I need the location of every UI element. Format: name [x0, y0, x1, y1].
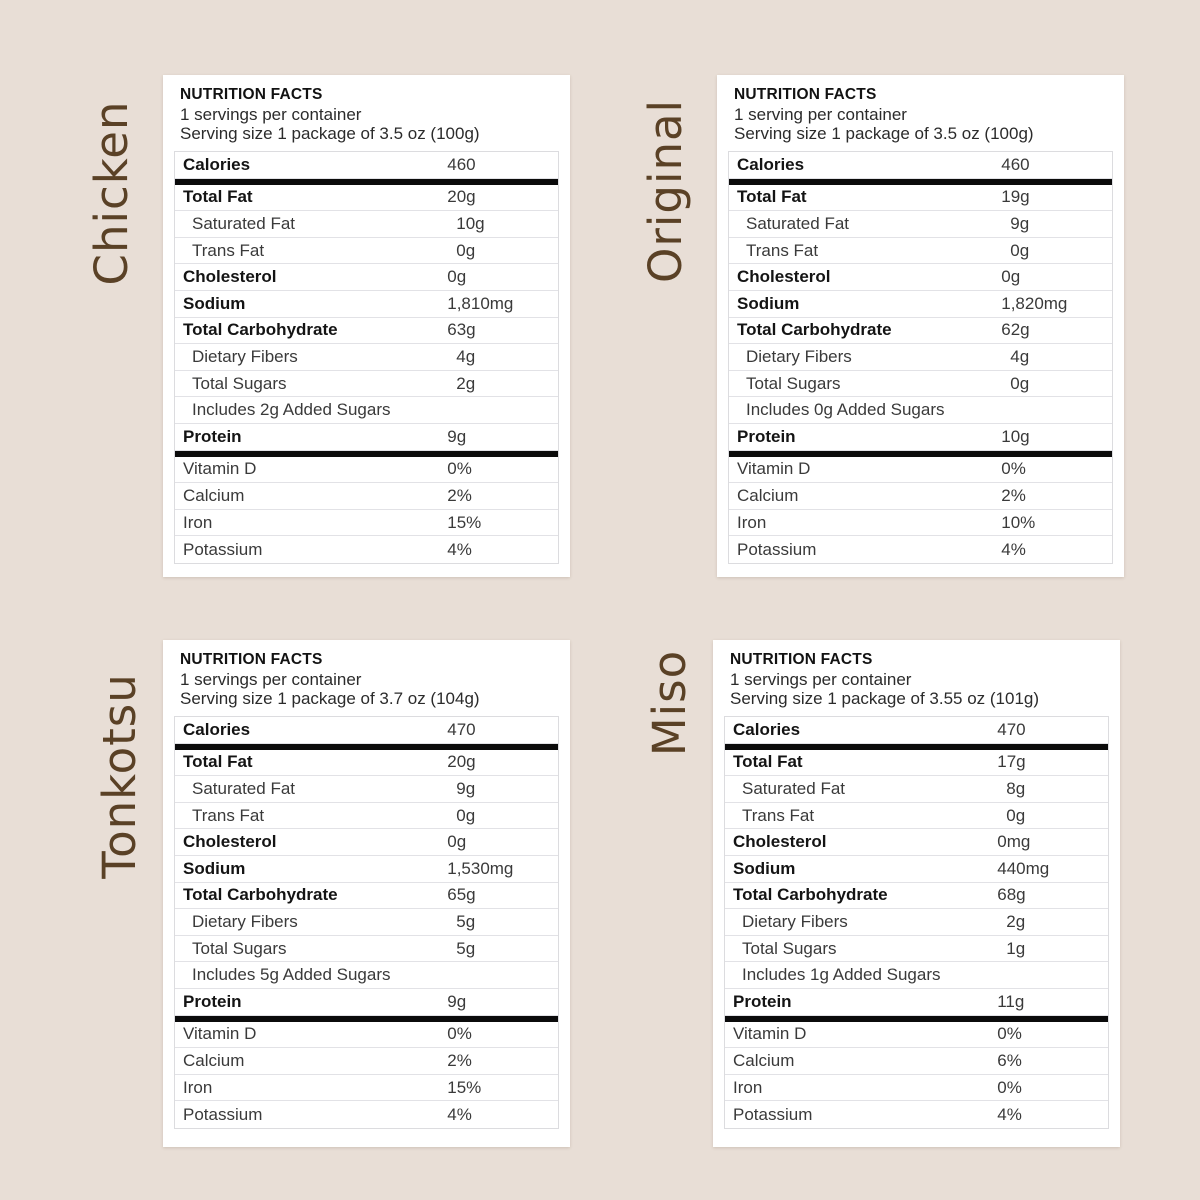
- nutrient-row-label: Total Carbohydrate: [733, 885, 888, 905]
- servings-per-container: 1 servings per container: [730, 670, 912, 689]
- nutrient-row-label: Includes 1g Added Sugars: [742, 965, 941, 985]
- nutrient-row-value: 10g: [1001, 426, 1030, 446]
- daily-value-row: [175, 1022, 558, 1049]
- calories-row-label: Calories: [183, 154, 251, 174]
- nutrient-row-label: Sodium: [733, 858, 796, 878]
- daily-value-row-value: 2%: [447, 1050, 472, 1070]
- nutrient-row-value: 68g: [997, 885, 1026, 905]
- card-header: [174, 651, 559, 708]
- flavor-label-original: Original: [639, 98, 692, 284]
- nutrient-row-value: 0g: [1001, 267, 1021, 287]
- nutrient-row: [725, 856, 1108, 883]
- nutrient-row-value: 1,530mg: [447, 858, 514, 878]
- nutrient-row-value: 2g: [1006, 912, 1026, 932]
- daily-value-row-value: 0%: [447, 1024, 472, 1044]
- nutrient-row: [729, 264, 1112, 291]
- nutrient-row-value: 1,810mg: [447, 293, 514, 313]
- serving-size: Serving size 1 package of 3.55 oz (101g): [730, 689, 1040, 709]
- daily-value-row: [175, 1101, 558, 1128]
- nutrition-facts-title: NUTRITION FACTS: [180, 86, 323, 103]
- daily-value-row: [175, 457, 558, 484]
- nutrient-row-value: 4g: [456, 347, 476, 367]
- servings-per-container: 1 serving per container: [734, 105, 907, 124]
- daily-value-row-label: Iron: [737, 512, 767, 532]
- nutrient-row-value: 20g: [447, 752, 476, 772]
- calories-row: [729, 152, 1112, 179]
- nutrient-row-label: Dietary Fibers: [742, 912, 848, 932]
- nutrient-row-value: 1,820mg: [1001, 293, 1068, 313]
- nutrient-row-label: Trans Fat: [192, 805, 265, 825]
- nutrient-row: [175, 185, 558, 212]
- calories-row: [725, 717, 1108, 744]
- nutrient-row-value: 8g: [1006, 779, 1026, 799]
- nutrient-row-label: Trans Fat: [742, 805, 815, 825]
- daily-value-row-label: Vitamin D: [733, 1024, 807, 1044]
- nutrient-row: [729, 185, 1112, 212]
- flavor-label-chicken: Chicken: [85, 100, 138, 286]
- nutrient-row-value: 62g: [1001, 320, 1030, 340]
- nutrition-table: [728, 151, 1113, 564]
- nutrient-row-label: Protein: [733, 991, 792, 1011]
- serving-size: Serving size 1 package of 3.5 oz (100g): [180, 124, 480, 144]
- nutrient-row-value: 17g: [997, 752, 1026, 772]
- nutrient-row-value: 0mg: [997, 832, 1031, 852]
- nutrition-card-miso: [713, 640, 1120, 1147]
- serving-size: Serving size 1 package of 3.5 oz (100g): [734, 124, 1034, 144]
- nutrient-row-label: Includes 2g Added Sugars: [192, 400, 391, 420]
- nutrient-row-label: Includes 5g Added Sugars: [192, 965, 391, 985]
- daily-value-row: [725, 1048, 1108, 1075]
- daily-value-row-label: Vitamin D: [183, 1024, 257, 1044]
- nutrient-row-label: Total Carbohydrate: [183, 320, 338, 340]
- nutrition-card-tonkotsu: [163, 640, 570, 1147]
- nutrient-row: [175, 264, 558, 291]
- nutrient-row-value: 9g: [1010, 214, 1030, 234]
- daily-value-row-label: Calcium: [183, 485, 245, 505]
- card-header: [174, 86, 559, 143]
- nutrient-row-value: 0g: [456, 240, 476, 260]
- nutrient-row: [729, 238, 1112, 265]
- nutrient-row-value: 440mg: [997, 858, 1050, 878]
- nutrition-table: [724, 716, 1109, 1129]
- nutrition-table: [174, 716, 559, 1129]
- nutrient-row-value: 0g: [456, 805, 476, 825]
- nutrient-row-label: Protein: [737, 426, 796, 446]
- calories-row-label: Calories: [733, 719, 801, 739]
- nutrition-facts-title: NUTRITION FACTS: [730, 651, 873, 668]
- nutrient-row-label: Saturated Fat: [746, 214, 850, 234]
- nutrient-row-value: 19g: [1001, 187, 1030, 207]
- nutrient-row: [729, 211, 1112, 238]
- daily-value-row: [729, 457, 1112, 484]
- nutrient-row: [729, 397, 1112, 424]
- daily-value-row-value: 10%: [1001, 512, 1036, 532]
- nutrient-row-value: 5g: [456, 938, 476, 958]
- nutrient-row: [175, 424, 558, 451]
- nutrient-row-value: 0g: [447, 832, 467, 852]
- daily-value-row-value: 0%: [1001, 459, 1026, 479]
- nutrient-row-label: Protein: [183, 991, 242, 1011]
- nutrient-row-label: Total Fat: [183, 752, 253, 772]
- nutrient-row: [725, 936, 1108, 963]
- nutrient-row-label: Saturated Fat: [192, 779, 296, 799]
- daily-value-row-value: 4%: [447, 1104, 472, 1124]
- nutrient-row-label: Cholesterol: [183, 267, 277, 287]
- nutrient-row-label: Dietary Fibers: [746, 347, 852, 367]
- daily-value-row: [175, 1075, 558, 1102]
- calories-row-value: 460: [1001, 154, 1030, 174]
- nutrition-card-chicken: [163, 75, 570, 577]
- nutrient-row-value: 11g: [997, 991, 1025, 1011]
- nutrient-row-label: Dietary Fibers: [192, 912, 298, 932]
- daily-value-row: [725, 1022, 1108, 1049]
- daily-value-row-value: 0%: [447, 459, 472, 479]
- nutrient-row-value: 0g: [447, 267, 467, 287]
- daily-value-row: [175, 510, 558, 537]
- calories-row-value: 460: [447, 154, 476, 174]
- nutrient-row: [175, 776, 558, 803]
- calories-row-label: Calories: [737, 154, 805, 174]
- nutrient-row-value: 10g: [456, 214, 485, 234]
- daily-value-row-value: 2%: [1001, 485, 1026, 505]
- daily-value-row: [725, 1101, 1108, 1128]
- card-header: [728, 86, 1113, 143]
- flavor-label-tonkotsu: Tonkotsu: [93, 673, 146, 879]
- nutrient-row: [175, 803, 558, 830]
- nutrient-row: [175, 344, 558, 371]
- nutrient-row: [175, 397, 558, 424]
- nutrient-row-label: Total Fat: [183, 187, 253, 207]
- daily-value-row-label: Potassium: [737, 539, 817, 559]
- nutrient-row: [175, 936, 558, 963]
- nutrient-row: [175, 291, 558, 318]
- nutrient-row-label: Cholesterol: [183, 832, 277, 852]
- nutrient-row-label: Total Sugars: [742, 938, 837, 958]
- nutrient-row: [729, 291, 1112, 318]
- nutrient-row: [725, 750, 1108, 777]
- daily-value-row-value: 15%: [447, 512, 482, 532]
- calories-row: [175, 152, 558, 179]
- daily-value-row-label: Calcium: [733, 1050, 795, 1070]
- calories-row: [175, 717, 558, 744]
- nutrition-card-original: [717, 75, 1124, 577]
- daily-value-row: [725, 1075, 1108, 1102]
- daily-value-row-label: Iron: [733, 1077, 763, 1097]
- daily-value-row-label: Potassium: [183, 539, 263, 559]
- daily-value-row-label: Potassium: [733, 1104, 813, 1124]
- nutrient-row: [175, 211, 558, 238]
- nutrient-row-label: Total Sugars: [746, 373, 841, 393]
- nutrient-row-label: Total Fat: [737, 187, 807, 207]
- nutrient-row-value: 4g: [1010, 347, 1030, 367]
- nutrient-row: [175, 318, 558, 345]
- nutrient-row-value: 5g: [456, 912, 476, 932]
- daily-value-row-value: 4%: [1001, 539, 1026, 559]
- nutrient-row-label: Dietary Fibers: [192, 347, 298, 367]
- nutrient-row: [725, 829, 1108, 856]
- nutrient-row: [725, 883, 1108, 910]
- nutrient-row: [175, 238, 558, 265]
- daily-value-row-value: 0%: [997, 1024, 1022, 1044]
- servings-per-container: 1 servings per container: [180, 105, 362, 124]
- nutrient-row: [725, 803, 1108, 830]
- nutrient-row-label: Trans Fat: [192, 240, 265, 260]
- nutrient-row-value: 9g: [447, 426, 467, 446]
- nutrient-row-value: 63g: [447, 320, 476, 340]
- nutrient-row-label: Sodium: [183, 293, 246, 313]
- nutrient-row: [175, 371, 558, 398]
- nutrient-row-value: 9g: [456, 779, 476, 799]
- daily-value-row: [175, 1048, 558, 1075]
- nutrient-row: [175, 883, 558, 910]
- nutrient-row-value: 1g: [1006, 938, 1026, 958]
- nutrient-row: [725, 989, 1108, 1016]
- nutrient-row: [175, 829, 558, 856]
- nutrient-row: [729, 424, 1112, 451]
- nutrient-row: [175, 750, 558, 777]
- daily-value-row-value: 2%: [447, 485, 472, 505]
- nutrition-table: [174, 151, 559, 564]
- nutrient-row-label: Saturated Fat: [742, 779, 846, 799]
- daily-value-row-label: Iron: [183, 1077, 213, 1097]
- nutrient-row: [175, 909, 558, 936]
- nutrient-row-label: Includes 0g Added Sugars: [746, 400, 945, 420]
- nutrient-row: [725, 776, 1108, 803]
- nutrient-row: [729, 318, 1112, 345]
- daily-value-row: [729, 510, 1112, 537]
- nutrient-row-label: Total Sugars: [192, 938, 287, 958]
- nutrient-row-value: 2g: [456, 373, 476, 393]
- daily-value-row: [729, 536, 1112, 563]
- nutrient-row-value: 0g: [1006, 805, 1026, 825]
- daily-value-row-value: 6%: [997, 1050, 1022, 1070]
- nutrient-row-label: Protein: [183, 426, 242, 446]
- nutrient-row-label: Trans Fat: [746, 240, 819, 260]
- calories-row-value: 470: [997, 719, 1026, 739]
- nutrient-row-label: Sodium: [183, 858, 246, 878]
- daily-value-row-value: 4%: [997, 1104, 1022, 1124]
- nutrient-row-value: 0g: [1010, 240, 1030, 260]
- nutrient-row: [175, 989, 558, 1016]
- nutrition-facts-title: NUTRITION FACTS: [180, 651, 323, 668]
- daily-value-row-label: Calcium: [183, 1050, 245, 1070]
- daily-value-row-label: Calcium: [737, 485, 799, 505]
- nutrient-row-value: 0g: [1010, 373, 1030, 393]
- daily-value-row-label: Iron: [183, 512, 213, 532]
- daily-value-row: [175, 536, 558, 563]
- nutrient-row: [175, 962, 558, 989]
- nutrient-row-label: Total Carbohydrate: [183, 885, 338, 905]
- daily-value-row-label: Vitamin D: [737, 459, 811, 479]
- nutrient-row-label: Total Carbohydrate: [737, 320, 892, 340]
- nutrient-row-label: Total Fat: [733, 752, 803, 772]
- nutrition-facts-title: NUTRITION FACTS: [734, 86, 877, 103]
- nutrient-row-label: Total Sugars: [192, 373, 287, 393]
- nutrient-row-value: 9g: [447, 991, 467, 1011]
- daily-value-row: [175, 483, 558, 510]
- nutrient-row-label: Sodium: [737, 293, 800, 313]
- calories-row-label: Calories: [183, 719, 251, 739]
- daily-value-row-value: 0%: [997, 1077, 1022, 1097]
- nutrient-row-label: Cholesterol: [737, 267, 831, 287]
- nutrient-row: [725, 962, 1108, 989]
- nutrient-row: [729, 371, 1112, 398]
- nutrient-row-value: 65g: [447, 885, 476, 905]
- nutrient-row-label: Cholesterol: [733, 832, 827, 852]
- servings-per-container: 1 servings per container: [180, 670, 362, 689]
- flavor-label-miso: Miso: [643, 649, 696, 757]
- nutrient-row: [725, 909, 1108, 936]
- daily-value-row-label: Vitamin D: [183, 459, 257, 479]
- daily-value-row-value: 15%: [447, 1077, 482, 1097]
- nutrient-row: [175, 856, 558, 883]
- calories-row-value: 470: [447, 719, 476, 739]
- serving-size: Serving size 1 package of 3.7 oz (104g): [180, 689, 480, 709]
- nutrient-row: [729, 344, 1112, 371]
- nutrient-row-value: 20g: [447, 187, 476, 207]
- card-header: [724, 651, 1109, 708]
- daily-value-row-value: 4%: [447, 539, 472, 559]
- daily-value-row: [729, 483, 1112, 510]
- nutrient-row-label: Saturated Fat: [192, 214, 296, 234]
- daily-value-row-label: Potassium: [183, 1104, 263, 1124]
